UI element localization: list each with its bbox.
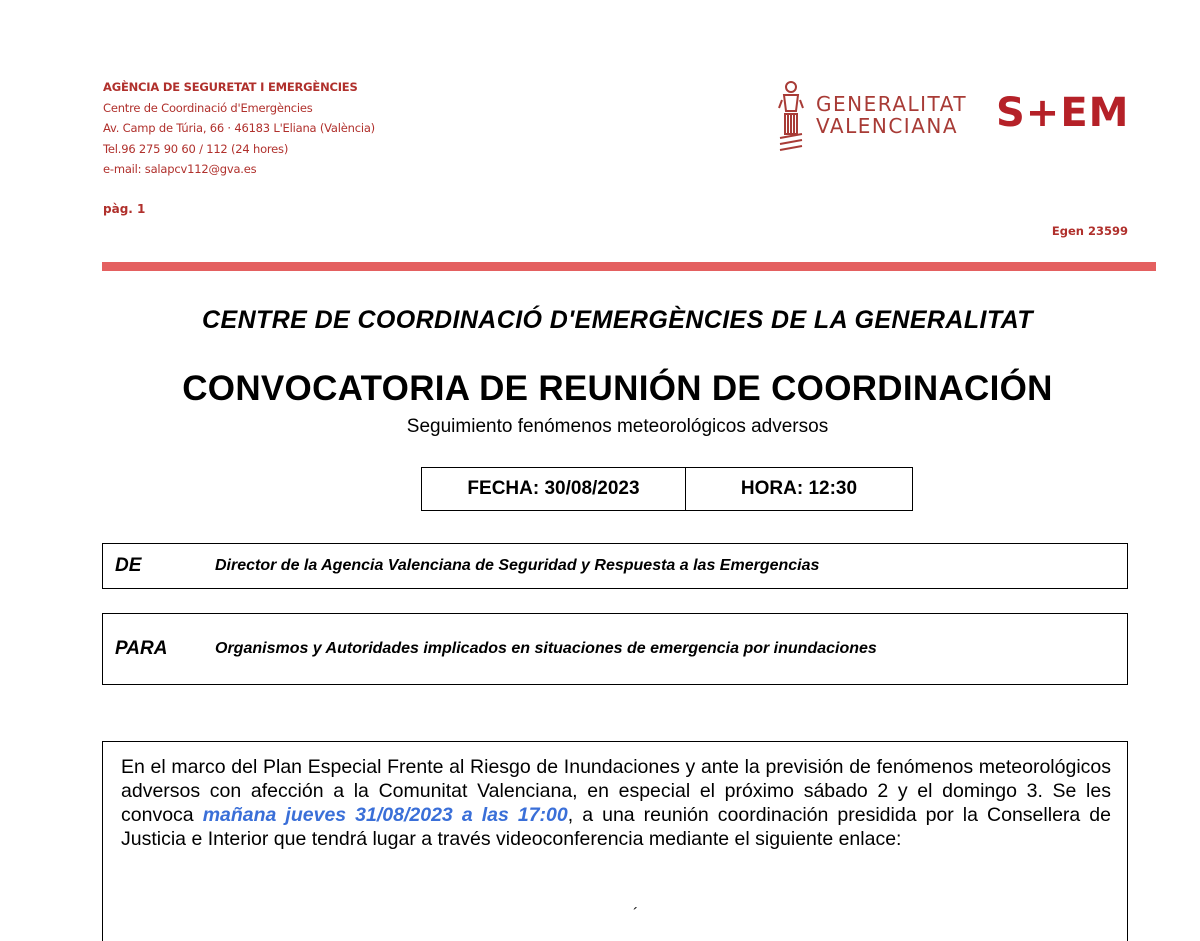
document-title: CONVOCATORIA DE REUNIÓN DE COORDINACIÓN xyxy=(182,369,1053,408)
agency-centre: Centre de Coordinació d'Emergències xyxy=(103,100,313,115)
meeting-date: FECHA: 30/08/2023 xyxy=(422,468,686,510)
to-label: PARA xyxy=(115,638,168,659)
cropped-text-mark: ´ xyxy=(633,906,639,923)
header-divider xyxy=(102,262,1156,271)
document-subtitle: Seguimiento fenómenos meteorológicos adversos xyxy=(406,416,829,437)
sem-logo: S+EM xyxy=(996,90,1130,136)
agency-name: AGÈNCIA DE SEGURETAT I EMERGÈNCIES xyxy=(103,80,358,94)
centre-title: CENTRE DE COORDINACIÓ D'EMERGÈNCIES DE LA GENERALITAT xyxy=(202,306,1033,334)
from-value: Director de la Agencia Valenciana de Seguridad y Respuesta a las Emergencias xyxy=(215,557,820,574)
meeting-time: HORA: 12:30 xyxy=(740,478,858,499)
agency-email: e-mail: salapcv112@gva.es xyxy=(103,162,257,176)
generalitat-logo xyxy=(776,78,967,152)
date-time-box xyxy=(421,467,913,511)
page-number: pàg. 1 xyxy=(103,202,146,216)
to-value: Organismos y Autoridades implicados en situaciones de emergencia por inundaciones xyxy=(215,640,877,657)
from-row xyxy=(102,543,1128,589)
body-text-intro: En el marco del Plan Especial Frente al Riesgo de Inundaciones y ante la previsión de fenómenos meteorológicos adversos con afección a la Comunitat Valenciana, en especial el próximo sábado 2 y el domingo 3. Se les convoca xyxy=(121,756,1111,826)
convocation-body xyxy=(102,741,1128,941)
document-reference: Egen 23599 xyxy=(1051,224,1128,238)
logo-valenciana-text: VALENCIANA xyxy=(816,114,959,138)
logo-generalitat-text: GENERALITAT xyxy=(816,92,968,116)
agency-address: Av. Camp de Túria, 66 · 46183 L'Eliana (València) xyxy=(103,121,375,135)
agency-address-block xyxy=(103,77,503,180)
to-row xyxy=(102,613,1128,685)
meeting-datetime-highlight: mañana jueves 31/08/2023 a las 17:00 xyxy=(202,804,568,826)
coat-of-arms-icon xyxy=(776,78,806,152)
body-text-rest: , a una reunión coordinación presidida por la Consellera de Justicia e Interior que tendrá lugar a través videoconferencia mediante el siguiente enlace: xyxy=(121,804,1111,850)
agency-phone: Tel.96 275 90 60 / 112 (24 hores) xyxy=(103,141,289,156)
from-label: DE xyxy=(115,555,142,576)
